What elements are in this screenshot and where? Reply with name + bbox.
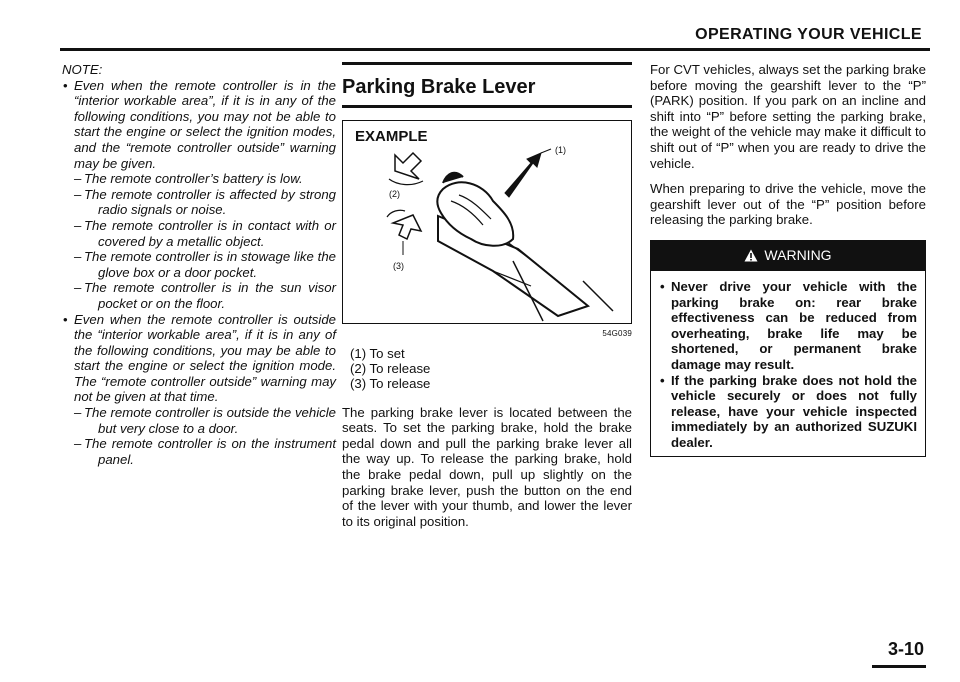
note-bullet-2-sublist [74,405,336,467]
warning-title: WARNING [764,247,832,264]
cvt-paragraph: For CVT vehicles, always set the parking brake before moving the gearshift lever to the “P” (PARK) position. If you park on an incline and shift into “P” before setting the parking brake, the weight of the vehicle may make it difficult to shift out of “P” when you are ready to drive the vehicle. [650,62,926,171]
warning-item: • If the parking brake does not hold the vehicle securely or does not fully release, have your vehicle inspected immediately by an authorized SUZUKI dealer. [659,373,917,451]
note-column [62,62,336,467]
cvt-column [650,62,926,457]
callout-3: (3) [393,261,404,271]
page-number-rule [872,665,926,668]
parking-brake-column [342,62,632,529]
figure-code: 54G039 [602,329,632,338]
gearshift-paragraph: When preparing to drive the vehicle, move the gearshift lever out of the “P” position before releasing the parking brake. [650,181,926,228]
section-bottom-rule [342,105,632,108]
sub-item: – The remote controller is in the sun visor pocket or on the floor. [74,280,336,311]
note-bullet-1-text: Even when the remote controller is in the “interior workable area”, if it is in any of the following conditions, you may not be able to start the engine or select the ignition modes, and the “remote controller outside” warning may be given. [74,77,336,171]
callout-1: (1) [555,145,566,155]
warning-triangle-icon [744,249,758,262]
release-arrow-icon [395,153,421,179]
figure-example-label: EXAMPLE [355,128,428,145]
sub-item: – The remote controller’s battery is low. [74,171,303,187]
set-arrow-icon [505,153,541,197]
sub-item: – The remote controller is outside the vehicle but very close to a door. [74,405,336,436]
note-bullet-2-text: Even when the remote controller is outside the “interior workable area”, if it is in any of the following conditions, you may be able to start the engine or select the ignition mode. The “remote controller outside” warning may not be given at that time. [74,311,336,405]
legend-item: (1) To set [350,345,405,361]
parking-brake-description: The parking brake lever is located between the seats. To set the parking brake, hold the brake pedal down and pull the parking brake lever all the way up. To release the parking brake, hold the brake pedal down, pull up slightly on the parking brake lever, push the button on the end of the lever with your thumb, and lower the lever to its original position. [342,404,632,529]
warning-box [650,240,926,458]
release-button-arrow-icon [393,215,421,239]
note-bullet-1 [62,78,336,312]
page-number: 3-10 [887,639,924,659]
legend-item: (3) To release [350,375,431,391]
warning-list [651,271,925,457]
parking-brake-lever-illustration [343,121,631,323]
note-label: NOTE: [62,62,103,77]
legend-item: (2) To release [350,360,431,376]
note-bullet-1-sublist [74,171,336,311]
sub-item: – The remote controller is in stowage like the glove box or a door pocket. [74,249,336,280]
parking-brake-figure [342,120,632,324]
section-title: Parking Brake Lever [342,76,536,98]
section-top-rule [342,62,632,65]
page-header-title: OPERATING YOUR VEHICLE [695,26,922,43]
figure-legend [342,346,632,391]
warning-header [651,241,925,271]
callout-2: (2) [389,189,400,199]
sub-item: – The remote controller is affected by strong radio signals or noise. [74,186,336,218]
note-bullet-2 [62,312,336,468]
sub-item: – The remote controller is on the instrument panel. [74,436,336,467]
header-rule [60,48,930,51]
note-list [62,78,336,468]
warning-item: • Never drive your vehicle with the parking brake on: rear brake effectiveness can be reduced from overheating, brake life may be shortened, or permanent brake damage may result. [659,279,917,373]
sub-item: – The remote controller is in contact with or covered by a metallic object. [74,217,336,249]
